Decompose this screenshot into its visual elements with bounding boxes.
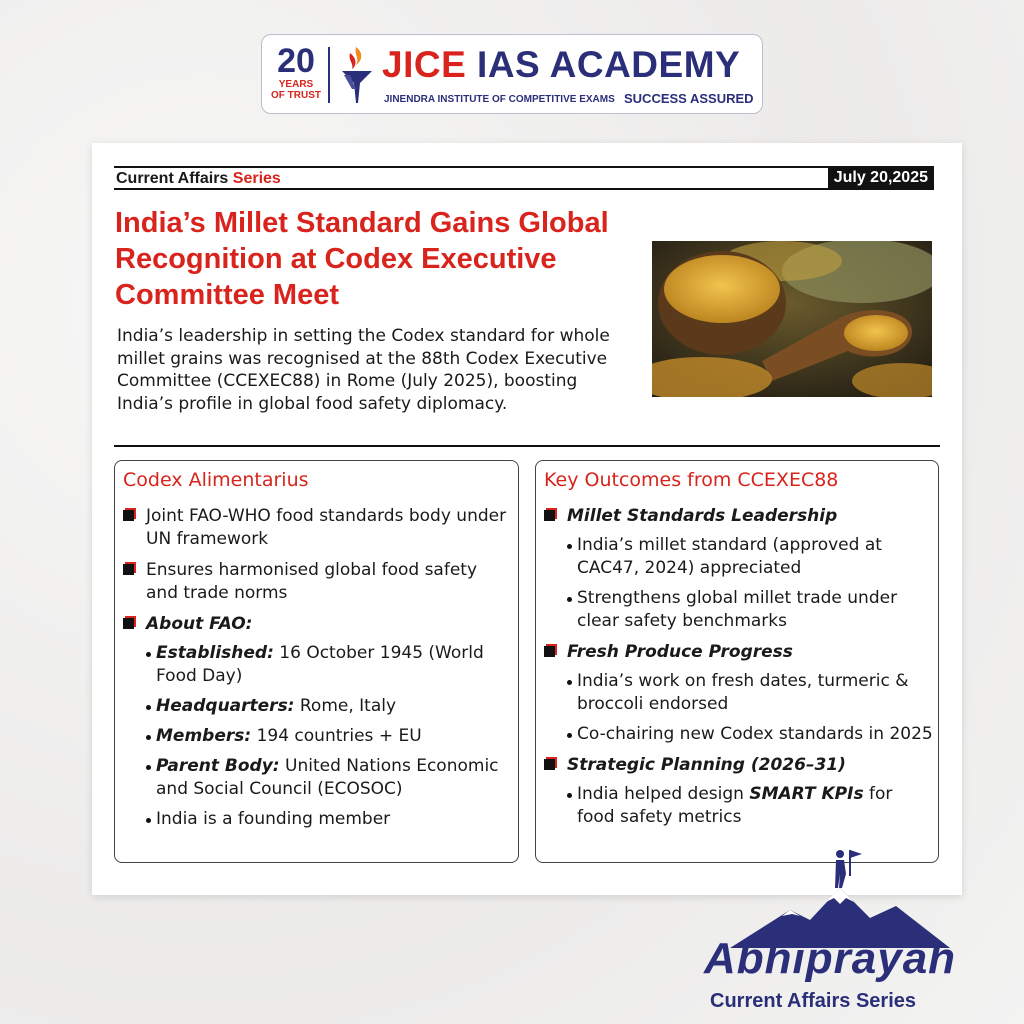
smart-kpi-post: for food safety metrics bbox=[577, 784, 893, 827]
list-item bbox=[146, 695, 514, 718]
codex-alimentarius-box bbox=[114, 460, 519, 863]
article-intro: India’s leadership in setting the Codex standard for whole millet grains was recognised at the 88th Codex Executive Committee (CCEXEC88) in Rome (July 2025), boosting India’s profile in global food safety diplomacy. bbox=[117, 326, 610, 414]
list-item bbox=[146, 755, 514, 801]
dot-bullet-icon bbox=[146, 765, 151, 770]
list-item bbox=[544, 505, 934, 633]
millet-photo bbox=[652, 241, 932, 397]
fresh-produce-point-2: Co-chairing new Codex standards in 2025 bbox=[577, 724, 933, 744]
millet-leadership-point-2: Strengthens global millet trade under clear safety benchmarks bbox=[577, 588, 898, 631]
dot-bullet-icon bbox=[567, 793, 572, 798]
list-item bbox=[123, 613, 514, 831]
key-outcomes-box bbox=[535, 460, 939, 863]
list-item bbox=[146, 642, 514, 688]
fresh-produce-list bbox=[567, 670, 934, 746]
years-label: YEARS bbox=[278, 79, 314, 90]
millet-leadership-list bbox=[567, 534, 934, 633]
brand-red-text: JICE bbox=[382, 44, 467, 85]
list-item bbox=[567, 783, 934, 829]
years-of-trust-badge bbox=[270, 43, 322, 101]
list-item bbox=[123, 505, 514, 551]
fresh-produce-title: Fresh Produce Progress bbox=[567, 642, 793, 662]
series-label-red: Series bbox=[232, 170, 281, 187]
about-fao-label: About FAO: bbox=[146, 614, 253, 634]
torch-icon bbox=[336, 43, 378, 107]
established-value: 16 October 1945 (World Food Day) bbox=[156, 643, 484, 686]
smart-kpi-pre: India helped design bbox=[577, 784, 750, 804]
fresh-produce-point-1: India’s work on fresh dates, turmeric & broccoli endorsed bbox=[577, 671, 909, 714]
dot-bullet-icon bbox=[567, 544, 572, 549]
date-badge: July 20,2025 bbox=[828, 166, 934, 190]
outcomes-list bbox=[544, 505, 934, 837]
codex-item-1: Joint FAO-WHO food standards body under UN framework bbox=[146, 506, 507, 549]
list-item bbox=[544, 641, 934, 746]
list-item bbox=[544, 754, 934, 829]
dot-bullet-icon bbox=[146, 705, 151, 710]
members-label: Members: bbox=[156, 726, 252, 746]
codex-item-2: Ensures harmonised global food safety and trade norms bbox=[146, 560, 478, 603]
list-item bbox=[567, 534, 934, 580]
square-bullet-icon bbox=[544, 759, 555, 770]
series-label bbox=[116, 170, 281, 188]
article-card bbox=[92, 143, 962, 895]
millet-leadership-title: Millet Standards Leadership bbox=[567, 506, 838, 526]
list-item bbox=[146, 725, 514, 748]
dot-bullet-icon bbox=[567, 597, 572, 602]
academy-subtitle: JINENDRA INSTITUTE OF COMPETITIVE EXAMS bbox=[384, 94, 615, 105]
series-label-black: Current Affairs bbox=[116, 170, 233, 187]
dot-bullet-icon bbox=[146, 652, 151, 657]
list-item bbox=[567, 723, 934, 746]
square-bullet-icon bbox=[123, 564, 134, 575]
square-bullet-icon bbox=[544, 510, 555, 521]
brand-blue-text: IAS ACADEMY bbox=[466, 44, 741, 85]
years-number: 20 bbox=[277, 42, 315, 80]
square-bullet-icon bbox=[123, 618, 134, 629]
jice-logo bbox=[261, 34, 763, 114]
dot-bullet-icon bbox=[567, 733, 572, 738]
list-item bbox=[567, 670, 934, 716]
codex-heading: Codex Alimentarius bbox=[123, 469, 309, 491]
headquarters-label: Headquarters: bbox=[156, 696, 295, 716]
square-bullet-icon bbox=[544, 646, 555, 657]
parent-body-value: United Nations Economic and Social Council (ECOSOC) bbox=[156, 756, 499, 799]
strategic-planning-list bbox=[567, 783, 934, 829]
key-outcomes-heading: Key Outcomes from CCEXEC88 bbox=[544, 469, 839, 491]
current-affairs-series-label: Current Affairs Series bbox=[710, 990, 916, 1012]
logo-divider bbox=[328, 47, 330, 103]
academy-tagline: SUCCESS ASSURED bbox=[624, 91, 754, 106]
members-value: 194 countries + EU bbox=[251, 726, 422, 746]
dot-bullet-icon bbox=[146, 818, 151, 823]
millet-leadership-point-1: India’s millet standard (approved at CAC47, 2024) appreciated bbox=[577, 535, 882, 578]
smart-kpi-emphasis: SMART KPIs bbox=[749, 784, 864, 804]
codex-list bbox=[123, 505, 514, 839]
strategic-planning-title: Strategic Planning (2026–31) bbox=[567, 755, 846, 775]
fao-details-list bbox=[146, 642, 514, 831]
list-item bbox=[146, 808, 514, 831]
founding-member-text: India is a founding member bbox=[156, 809, 391, 829]
list-item bbox=[123, 559, 514, 605]
list-item bbox=[567, 587, 934, 633]
trust-label: OF TRUST bbox=[271, 90, 321, 101]
established-label: Established: bbox=[156, 643, 274, 663]
abhiprayah-logo bbox=[700, 840, 960, 1018]
dot-bullet-icon bbox=[567, 680, 572, 685]
series-bar bbox=[114, 166, 934, 190]
dot-bullet-icon bbox=[146, 735, 151, 740]
article-title: India’s Millet Standard Gains Global Recognition at Codex Executive Committee Meet bbox=[115, 207, 609, 311]
headquarters-value: Rome, Italy bbox=[294, 696, 397, 716]
parent-body-label: Parent Body: bbox=[156, 756, 280, 776]
abhiprayah-wordmark: Abhiprayah bbox=[704, 934, 957, 983]
section-divider bbox=[114, 445, 940, 447]
square-bullet-icon bbox=[123, 510, 134, 521]
academy-name bbox=[382, 43, 740, 87]
